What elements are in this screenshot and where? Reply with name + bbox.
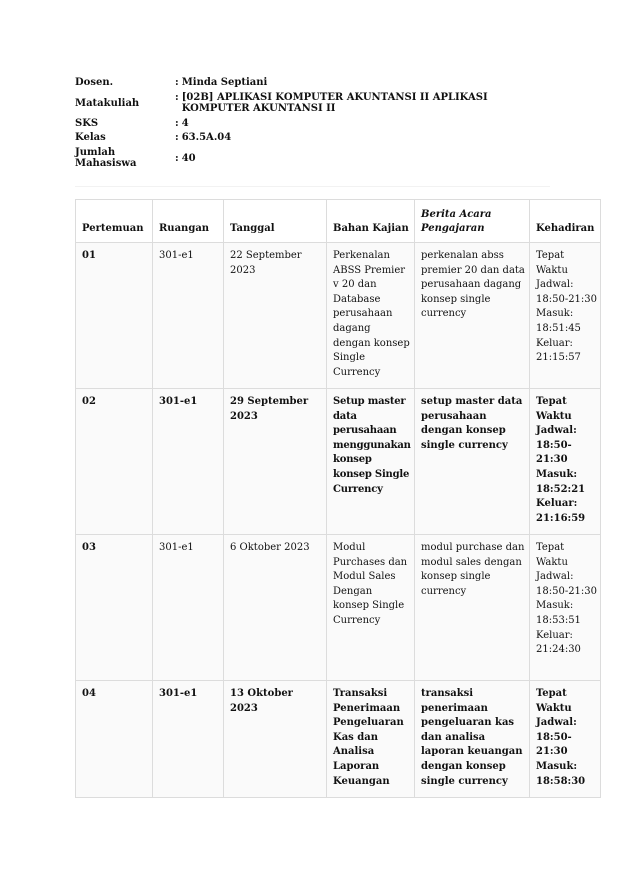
info-value-matakuliah: [02B] APLIKASI KOMPUTER AKUNTANSI II APLIKASI KOMPUTER AKUNTANSI II: [181, 92, 488, 114]
info-colon: :: [175, 117, 179, 129]
header-kehadiran: Kehadiran: [530, 200, 601, 243]
info-value-dosen: Minda Septiani: [181, 76, 268, 88]
cell-pertemuan: 02: [76, 389, 153, 535]
table-row: [76, 535, 601, 681]
info-label-kelas: Kelas: [75, 132, 106, 143]
header-tanggal: Tanggal: [224, 200, 327, 243]
cell-ruangan: 301-e1: [153, 389, 224, 535]
header-ruangan: Ruangan: [153, 200, 224, 243]
info-colon: :: [175, 76, 179, 88]
info-label-dosen: Dosen.: [75, 76, 114, 88]
cell-kehadiran: Tepat Waktu Jadwal: 18:50-21:30 Masuk: 18:51:45 Keluar: 21:15:57: [530, 243, 601, 389]
cell-berita-acara: perkenalan abss premier 20 dan data perusahaan dagang konsep single currency: [415, 243, 530, 389]
cell-berita-acara: setup master data perusahaan dengan konsep single currency: [415, 389, 530, 535]
info-value-jumlah: 40: [181, 152, 196, 164]
cell-bahan-kajian: Transaksi Penerimaan Pengeluaran Kas dan Analisa Laporan Keuangan: [327, 681, 415, 798]
table-row: [76, 243, 601, 389]
cell-bahan-kajian: Modul Purchases dan Modul Sales Dengan konsep Single Currency: [327, 535, 415, 681]
cell-tanggal: 29 September 2023: [224, 389, 327, 535]
cell-berita-acara: transaksi penerimaan pengeluaran kas dan analisa laporan keuangan dengan konsep single currency: [415, 681, 530, 798]
cell-pertemuan: 04: [76, 681, 153, 798]
cell-kehadiran: Tepat Waktu Jadwal: 18:50-21:30 Masuk: 18:58:30: [530, 681, 601, 798]
info-colon: :: [175, 92, 179, 103]
cell-tanggal: 13 Oktober 2023: [224, 681, 327, 798]
header-bahan-kajian: Bahan Kajian: [327, 200, 415, 243]
cell-ruangan: 301-e1: [153, 681, 224, 798]
divider: [75, 186, 550, 187]
table-header-row: [76, 200, 601, 243]
info-row-dosen: [75, 74, 550, 90]
cell-tanggal: 22 September 2023: [224, 243, 327, 389]
cell-pertemuan: 03: [76, 535, 153, 681]
cell-kehadiran: Tepat Waktu Jadwal: 18:50-21:30 Masuk: 18:53:51 Keluar: 21:24:30: [530, 535, 601, 681]
table-row: [76, 389, 601, 535]
info-label-matakuliah: Matakuliah: [75, 97, 140, 109]
cell-pertemuan: 01: [76, 243, 153, 389]
header-pertemuan: Pertemuan: [76, 200, 153, 243]
cell-ruangan: 301-e1: [153, 243, 224, 389]
info-row-kelas: [75, 130, 550, 145]
info-row-sks: [75, 116, 550, 130]
cell-kehadiran: Tepat Waktu Jadwal: 18:50-21:30 Masuk: 18:52:21 Keluar: 21:16:59: [530, 389, 601, 535]
info-colon: :: [175, 152, 179, 164]
info-value-kelas: 63.5A.04: [181, 132, 232, 143]
info-label-sks: SKS: [75, 117, 99, 129]
course-info: [75, 74, 550, 171]
info-value-sks: 4: [181, 117, 189, 129]
attendance-table: [75, 199, 601, 798]
cell-bahan-kajian: Setup master data perusahaan menggunakan konsep konsep Single Currency: [327, 389, 415, 535]
info-colon: :: [175, 132, 179, 143]
info-row-jumlah: [75, 145, 550, 171]
info-label-jumlah: Jumlah Mahasiswa: [75, 147, 137, 169]
cell-ruangan: 301-e1: [153, 535, 224, 681]
table-row: [76, 681, 601, 798]
cell-berita-acara: modul purchase dan modul sales dengan konsep single currency: [415, 535, 530, 681]
info-row-matakuliah: [75, 90, 550, 116]
cell-bahan-kajian: Perkenalan ABSS Premier v 20 dan Database perusahaan dagang dengan konsep Single Currency: [327, 243, 415, 389]
header-berita-acara: Berita Acara Pengajaran: [415, 200, 530, 243]
cell-tanggal: 6 Oktober 2023: [224, 535, 327, 681]
